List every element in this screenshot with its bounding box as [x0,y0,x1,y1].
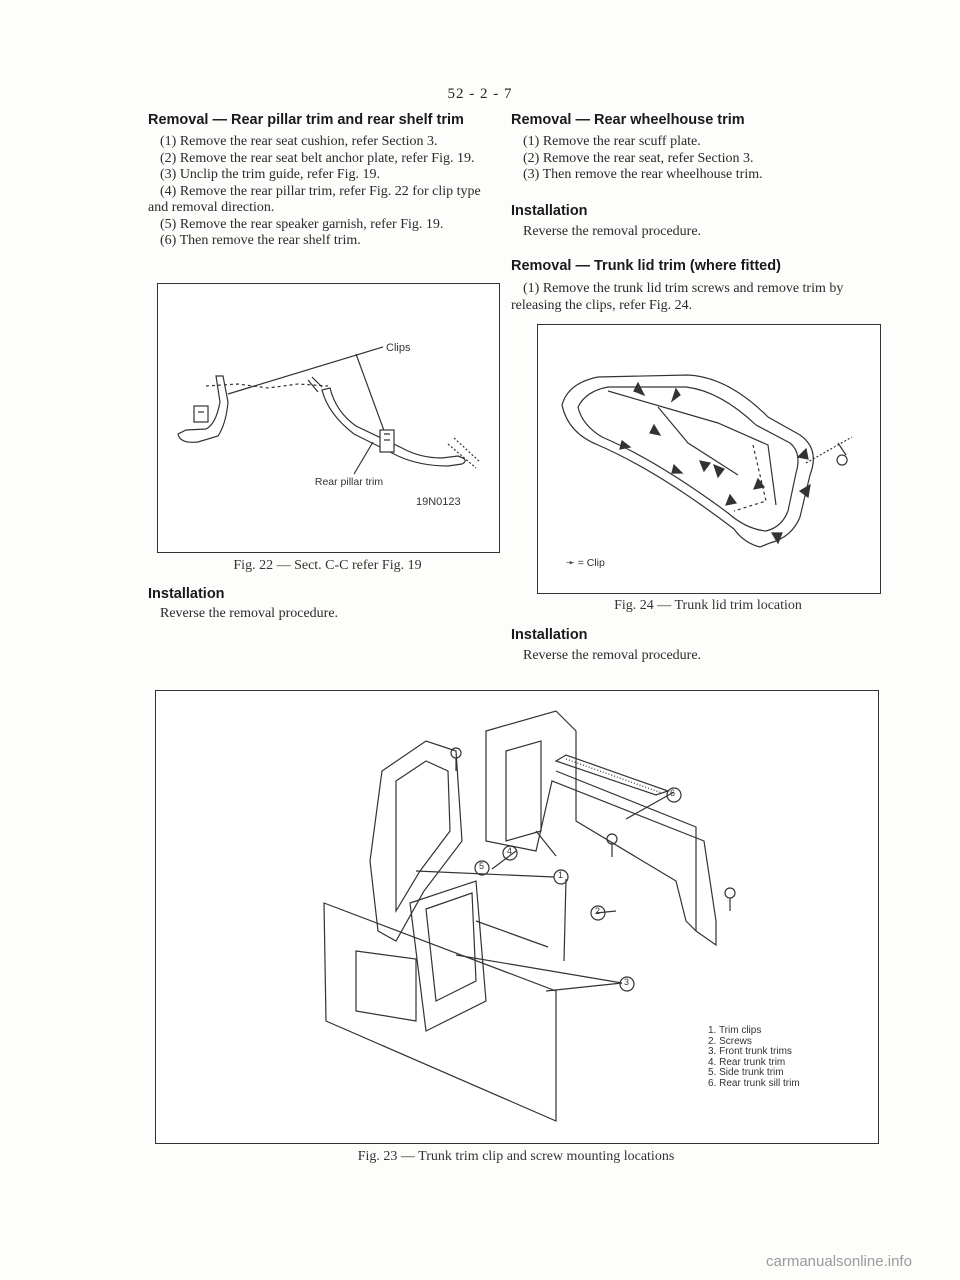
callout-4: 4 [507,846,513,856]
step: (3) Unclip the trim guide, refer Fig. 19. [160,167,381,182]
heading-installation-right-1: Installation [511,203,588,219]
legend-item: 1. Trim clips [708,1025,762,1036]
callout-2: 2 [595,906,601,916]
installation-text-left: Reverse the removal procedure. [160,606,339,621]
label-clips: Clips [386,342,411,354]
figure-23 [155,690,879,1144]
legend-item: 4. Rear trunk trim [708,1056,786,1068]
callout-6: 6 [670,788,676,798]
step: (5) Remove the rear speaker garnish, refer Fig. 19. [160,216,444,232]
trunk-lid-step: (1) Remove the trunk lid trim screws and remove trim by releasing the clips, refer Fig. 24. [511,281,844,313]
caption-fig22: Fig. 22 — Sect. C-C refer Fig. 19 [233,558,422,573]
heading-installation-right-2: Installation [511,627,588,643]
figure-24 [537,324,881,594]
step: (1) Remove the rear seat cushion, refer Section 3. [160,134,438,149]
heading-installation-left: Installation [148,586,225,602]
page-number: 52 - 2 - 7 [447,86,513,102]
fig23-legend [708,1026,800,1089]
step: (1) Remove the rear scuff plate. [523,134,701,149]
heading-rear-pillar-removal: Removal — Rear pillar trim and rear shelf trim [148,112,464,128]
legend-item: 6. Rear trunk sill trim [708,1077,800,1089]
installation-text-right-2: Reverse the removal procedure. [523,648,702,663]
wheelhouse-steps [511,134,881,184]
heading-trunk-lid-removal: Removal — Trunk lid trim (where fitted) [511,258,781,274]
step: (4) Remove the rear pillar trim, refer Fig. 22 for clip type and removal direction. [148,183,481,215]
caption-fig24: Fig. 24 — Trunk lid trim location [614,598,802,613]
heading-wheelhouse-removal: Removal — Rear wheelhouse trim [511,112,745,128]
step: (2) Remove the rear seat, refer Section 3. [523,150,754,166]
watermark: carmanualsonline.info [766,1253,912,1270]
caption-fig23: Fig. 23 — Trunk trim clip and screw mounting locations [357,1149,675,1164]
fig24-illustration [538,325,880,593]
legend-item: 3. Front trunk trims [708,1046,792,1057]
callout-5: 5 [479,861,485,871]
step: (6) Then remove the rear shelf trim. [160,233,361,248]
rear-pillar-steps [148,134,500,250]
legend-item: 5. Side trunk trim [708,1067,784,1078]
step: (3) Then remove the rear wheelhouse trim. [523,167,763,182]
installation-text-right-1: Reverse the removal procedure. [523,224,702,239]
label-rear-pillar-trim: Rear pillar trim [314,476,384,488]
figure-22 [157,283,500,553]
step: (2) Remove the rear seat belt anchor plate, refer Fig. 19. [160,150,475,166]
fig22-illustration [158,284,499,552]
clip-legend: ➛ = Clip [566,557,605,569]
legend-item: 2. Screws [708,1035,752,1047]
figure-code: 19N0123 [416,496,461,508]
callout-3: 3 [624,977,630,987]
callout-1: 1 [558,870,564,880]
